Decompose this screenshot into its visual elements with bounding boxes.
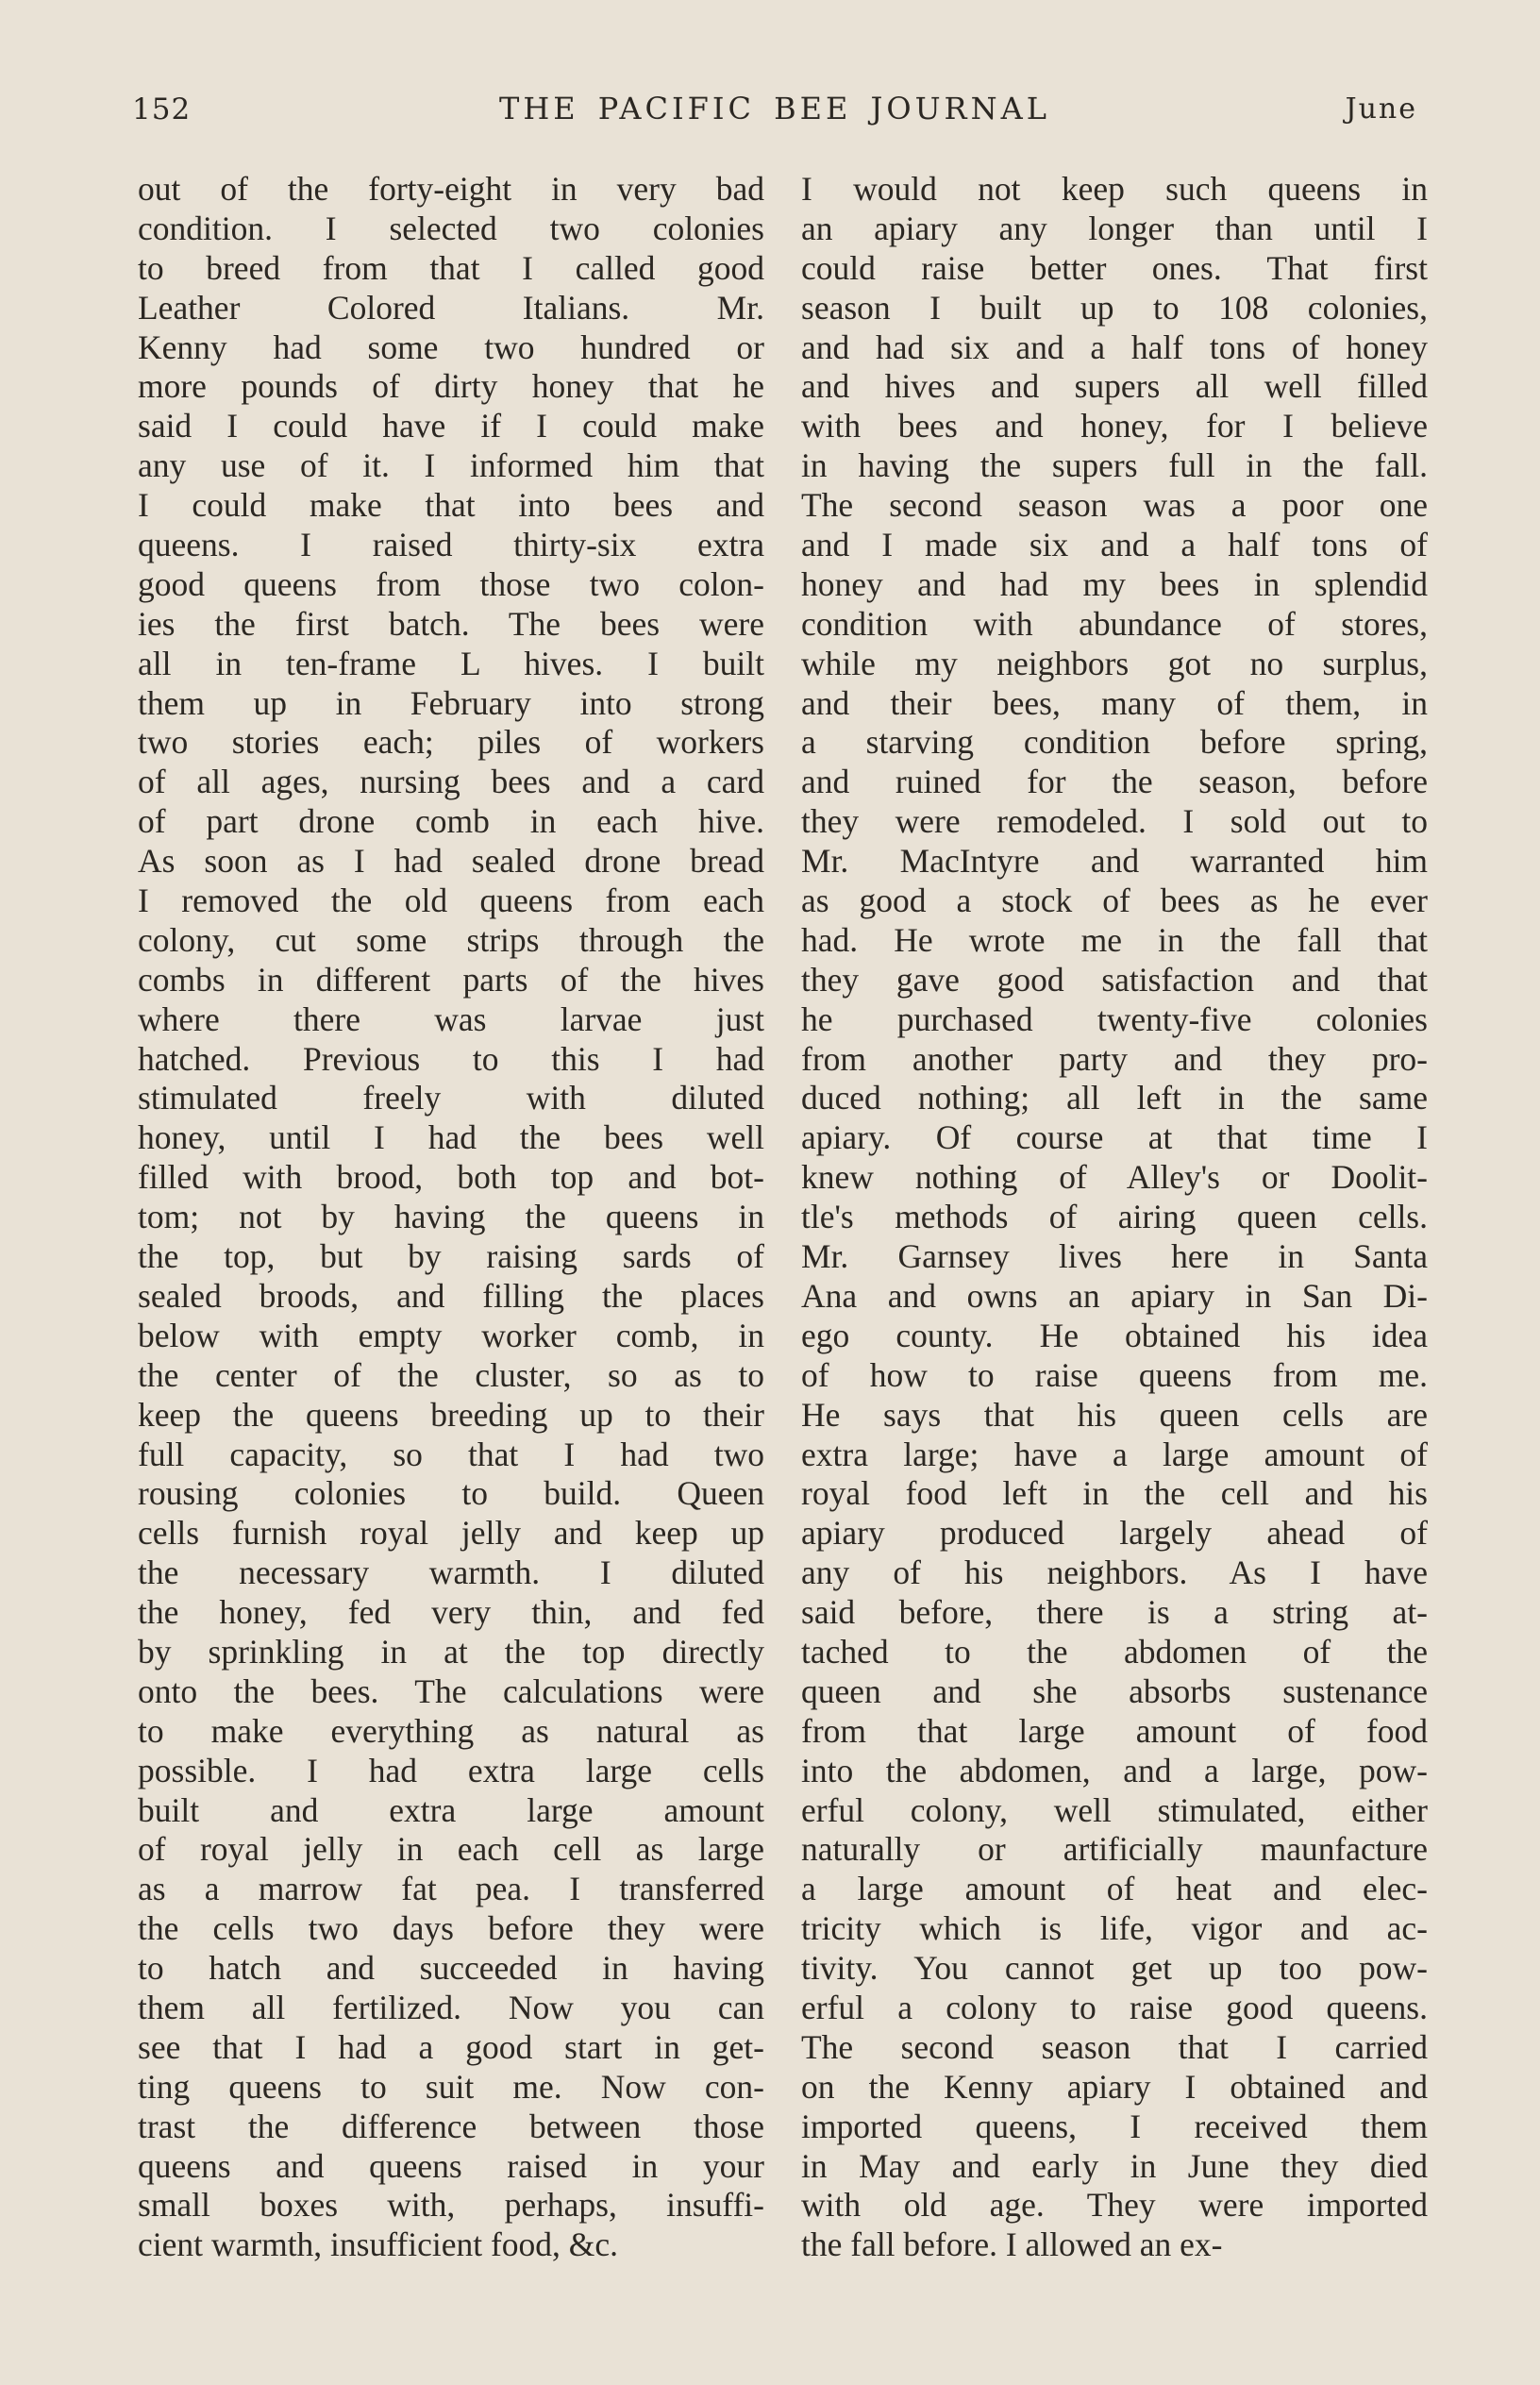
text-line: ting queens to suit me. Now con- — [138, 2067, 764, 2106]
text-line: in May and early in June they died — [801, 2146, 1428, 2185]
text-line: good queens from those two colon- — [138, 564, 764, 603]
text-line: erful colony, well stimulated, either — [801, 1790, 1428, 1829]
text-line: to make everything as natural as — [138, 1711, 764, 1750]
text-line: with bees and honey, for I believe — [801, 407, 1428, 445]
text-line: ego county. He obtained his idea — [801, 1316, 1428, 1354]
text-line: rousing colonies to build. Queen — [138, 1474, 764, 1513]
text-line: more pounds of dirty honey that he — [138, 367, 764, 406]
text-line: and I made six and a half tons of — [801, 526, 1428, 564]
text-line: as good a stock of bees as he ever — [801, 882, 1428, 920]
text-line: apiary. Of course at that time I — [801, 1118, 1428, 1157]
text-line: naturally or artificially maunfacture — [801, 1830, 1428, 1869]
text-line: full capacity, so that I had two — [138, 1435, 764, 1473]
text-line: I removed the old queens from each — [138, 882, 764, 920]
text-line: keep the queens breeding up to their — [138, 1395, 764, 1434]
text-line: As soon as I had sealed drone bread — [138, 842, 764, 881]
text-line: into the abdomen, and a large, pow- — [801, 1751, 1428, 1789]
text-line: a starving condition before spring, — [801, 723, 1428, 762]
text-line: tivity. You cannot get up too pow- — [801, 1949, 1428, 1988]
text-line: hatched. Previous to this I had — [138, 1039, 764, 1078]
text-line: queens and queens raised in your — [138, 2146, 764, 2185]
text-line: built and extra large amount — [138, 1790, 764, 1829]
text-line: he purchased twenty-five colonies — [801, 999, 1428, 1038]
text-line: I would not keep such queens in — [801, 170, 1428, 208]
text-line: said before, there is a string at- — [801, 1593, 1428, 1632]
text-line: they gave good satisfaction and that — [801, 960, 1428, 999]
text-line: tle's methods of airing queen cells. — [801, 1198, 1428, 1236]
text-line: all in ten-frame L hives. I built — [138, 644, 764, 682]
text-line: of all ages, nursing bees and a card — [138, 763, 764, 801]
text-line: see that I had a good start in get- — [138, 2027, 764, 2066]
text-line: by sprinkling in at the top directly — [138, 1632, 764, 1671]
text-line: with old age. They were imported — [801, 2186, 1428, 2225]
text-line: season I built up to 108 colonies, — [801, 288, 1428, 327]
text-line: to breed from that I called good — [138, 248, 764, 287]
text-line: Leather Colored Italians. Mr. — [138, 288, 764, 327]
text-line: of royal jelly in each cell as large — [138, 1830, 764, 1869]
journal-title: THE PACIFIC BEE JOURNAL — [499, 91, 1050, 126]
text-line: royal food left in the cell and his — [801, 1474, 1428, 1513]
text-line: filled with brood, both top and bot- — [138, 1158, 764, 1197]
text-line: the honey, fed very thin, and fed — [138, 1593, 764, 1632]
text-line: as a marrow fat pea. I transferred — [138, 1870, 764, 1908]
text-line: imported queens, I received them — [801, 2107, 1428, 2145]
text-line: Kenny had some two hundred or — [138, 328, 764, 366]
text-line: The second season that I carried — [801, 2027, 1428, 2066]
text-line: the center of the cluster, so as to — [138, 1355, 764, 1394]
text-line: them up in February into strong — [138, 683, 764, 722]
text-line: erful a colony to raise good queens. — [801, 1988, 1428, 2026]
text-line: sealed broods, and filling the places — [138, 1276, 764, 1315]
text-line: tom; not by having the queens in — [138, 1198, 764, 1236]
left-column — [138, 170, 764, 2265]
text-line: the fall before. I allowed an ex- — [801, 2225, 1223, 2264]
text-line: said I could have if I could make — [138, 407, 764, 445]
text-line: honey, until I had the bees well — [138, 1118, 764, 1157]
text-line: Mr. MacIntyre and warranted him — [801, 842, 1428, 881]
text-line: and their bees, many of them, in — [801, 683, 1428, 722]
text-line: extra large; have a large amount of — [801, 1435, 1428, 1473]
text-line: the top, but by raising sards of — [138, 1237, 764, 1276]
text-line: in having the supers full in the fall. — [801, 446, 1428, 485]
text-line: I could make that into bees and — [138, 486, 764, 525]
text-line: onto the bees. The calculations were — [138, 1671, 764, 1710]
text-line: and had six and a half tons of honey — [801, 328, 1428, 366]
text-line: possible. I had extra large cells — [138, 1751, 764, 1789]
text-line: cells furnish royal jelly and keep up — [138, 1514, 764, 1553]
text-line: Mr. Garnsey lives here in Santa — [801, 1237, 1428, 1276]
text-line: the cells two days before they were — [138, 1909, 764, 1948]
text-line: The second season was a poor one — [801, 486, 1428, 525]
text-line: queens. I raised thirty-six extra — [138, 526, 764, 564]
right-column — [801, 170, 1428, 2265]
text-line: condition. I selected two colonies — [138, 209, 764, 247]
text-line: He says that his queen cells are — [801, 1395, 1428, 1434]
text-line: tached to the abdomen of the — [801, 1632, 1428, 1671]
text-line: queen and she absorbs sustenance — [801, 1671, 1428, 1710]
text-line: small boxes with, perhaps, insuffi- — [138, 2186, 764, 2225]
text-line: the necessary warmth. I diluted — [138, 1554, 764, 1592]
text-line: and ruined for the season, before — [801, 763, 1428, 801]
text-line: out of the forty-eight in very bad — [138, 170, 764, 208]
text-line: ies the first batch. The bees were — [138, 604, 764, 643]
text-line: trast the difference between those — [138, 2107, 764, 2145]
issue-month: June — [1345, 92, 1417, 126]
text-line: two stories each; piles of workers — [138, 723, 764, 762]
text-line: while my neighbors got no surplus, — [801, 644, 1428, 682]
text-line: an apiary any longer than until I — [801, 209, 1428, 247]
text-line: below with empty worker comb, in — [138, 1316, 764, 1354]
text-line: on the Kenny apiary I obtained and — [801, 2067, 1428, 2106]
text-line: honey and had my bees in splendid — [801, 564, 1428, 603]
text-line: Ana and owns an apiary in San Di- — [801, 1276, 1428, 1315]
text-line: where there was larvae just — [138, 999, 764, 1038]
text-line: they were remodeled. I sold out to — [801, 802, 1428, 841]
text-line: and hives and supers all well filled — [801, 367, 1428, 406]
text-line: apiary produced largely ahead of — [801, 1514, 1428, 1553]
text-line: condition with abundance of stores, — [801, 604, 1428, 643]
text-line: duced nothing; all left in the same — [801, 1079, 1428, 1117]
text-line: any use of it. I informed him that — [138, 446, 764, 485]
text-line: any of his neighbors. As I have — [801, 1554, 1428, 1592]
text-line: had. He wrote me in the fall that — [801, 920, 1428, 959]
page-number: 152 — [132, 92, 192, 126]
text-line: stimulated freely with diluted — [138, 1079, 764, 1117]
text-line: cient warmth, insufficient food, &c. — [138, 2225, 619, 2264]
text-line: to hatch and succeeded in having — [138, 1949, 764, 1988]
text-line: knew nothing of Alley's or Doolit- — [801, 1158, 1428, 1197]
text-line: a large amount of heat and elec- — [801, 1870, 1428, 1908]
text-line: combs in different parts of the hives — [138, 960, 764, 999]
text-line: of part drone comb in each hive. — [138, 802, 764, 841]
text-line: from another party and they pro- — [801, 1039, 1428, 1078]
running-header — [132, 87, 1417, 134]
text-line: could raise better ones. That first — [801, 248, 1428, 287]
text-line: tricity which is life, vigor and ac- — [801, 1909, 1428, 1948]
text-line: of how to raise queens from me. — [801, 1355, 1428, 1394]
text-line: colony, cut some strips through the — [138, 920, 764, 959]
text-line: from that large amount of food — [801, 1711, 1428, 1750]
text-line: them all fertilized. Now you can — [138, 1988, 764, 2026]
